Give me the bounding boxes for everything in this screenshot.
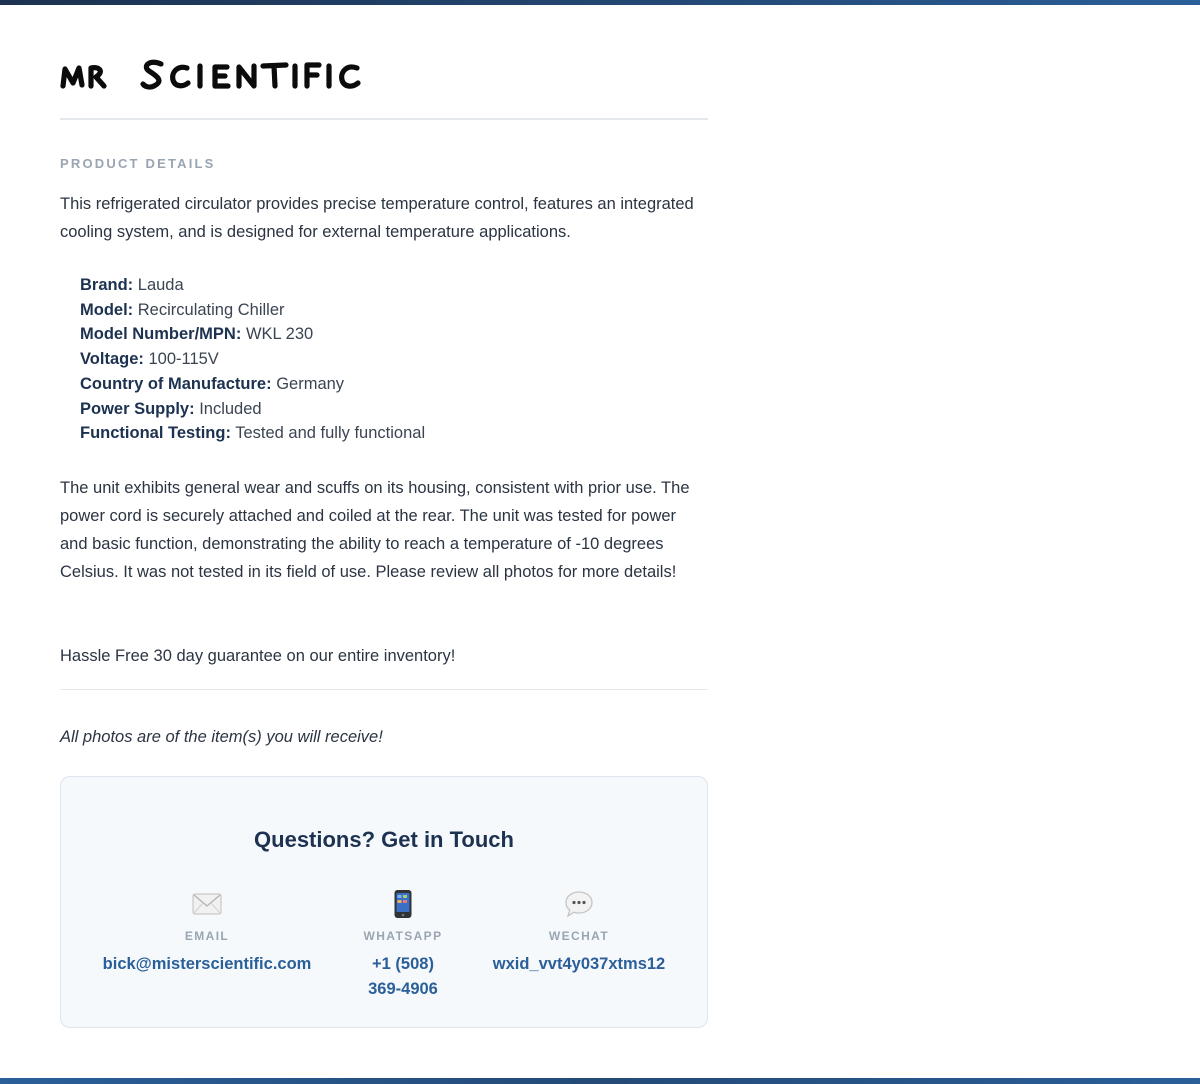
section-label-product-details: PRODUCT DETAILS: [60, 156, 216, 171]
whatsapp-link[interactable]: [343, 952, 463, 1002]
spec-value: Germany: [276, 374, 345, 393]
spec-key: Functional Testing:: [80, 424, 231, 443]
spec-key: Country of Manufacture:: [80, 374, 272, 393]
bottom-accent-bar: [0, 1078, 1200, 1084]
spec-value: 100-115V: [148, 350, 219, 369]
product-intro-paragraph: This refrigerated circulator provides precise temperature control, features an integrated cooling system, and is designed for external temperature applications.: [60, 195, 694, 241]
top-accent-bar: [0, 0, 1200, 5]
spec-row-voltage: [80, 347, 680, 372]
spec-key: Power Supply:: [80, 399, 195, 418]
contact-title: Questions? Get in Touch: [254, 827, 514, 852]
spec-value: Included: [199, 399, 262, 418]
spec-value: Tested and fully functional: [235, 424, 426, 443]
spec-row-model: [80, 298, 680, 323]
spec-value: WKL 230: [245, 325, 314, 344]
spec-row-country: [80, 372, 680, 397]
guarantee-text: Hassle Free 30 day guarantee on our entire inventory!: [60, 647, 456, 665]
spec-value: Recirculating Chiller: [137, 300, 285, 319]
contact-card: [60, 776, 708, 1028]
mobile-phone-icon: [343, 889, 463, 919]
speech-bubble-icon: [471, 889, 687, 919]
mr-scientific-logo-graphic: [60, 50, 370, 98]
contact-wechat: [471, 889, 687, 977]
spec-key: Brand:: [80, 276, 134, 294]
spec-row-model-number: [80, 322, 680, 347]
spec-row-power-supply: [80, 397, 680, 422]
section-divider: [60, 689, 708, 690]
spec-value: Lauda: [137, 276, 184, 294]
condition-paragraph: The unit exhibits general wear and scuffs on its housing, consistent with prior use. The power cord is securely attached and coiled at the rear. The unit was tested for power and basic function, demonstrating the ability to reach a temperature of -10 degrees Celsius. It was not tested in its field of use. Please review all photos for more details!: [60, 479, 690, 581]
spec-key: Model:: [80, 300, 134, 319]
spec-row-functional-testing: [80, 421, 680, 446]
wechat-label: WECHAT: [548, 929, 610, 943]
email-label: EMAIL: [184, 929, 230, 943]
whatsapp-label: WHATSAPP: [363, 929, 443, 943]
envelope-icon: [81, 889, 333, 919]
wechat-id-link[interactable]: wxid_vvt4y037xtms12: [492, 955, 666, 973]
spec-row-brand: [80, 273, 680, 298]
email-link[interactable]: bick@misterscientific.com: [102, 955, 312, 973]
header-divider: [60, 118, 708, 120]
photos-note: All photos are of the item(s) you will receive!: [60, 728, 383, 746]
whatsapp-number-line1: +1 (508): [372, 955, 434, 973]
spec-key: Voltage:: [80, 350, 144, 369]
spec-key: Model Number/MPN:: [80, 325, 242, 344]
contact-whatsapp: [343, 889, 463, 1002]
contact-email: [81, 889, 333, 977]
brand-logo: [60, 50, 370, 98]
spec-list: [80, 273, 680, 446]
whatsapp-number-line2: 369-4906: [368, 980, 438, 998]
